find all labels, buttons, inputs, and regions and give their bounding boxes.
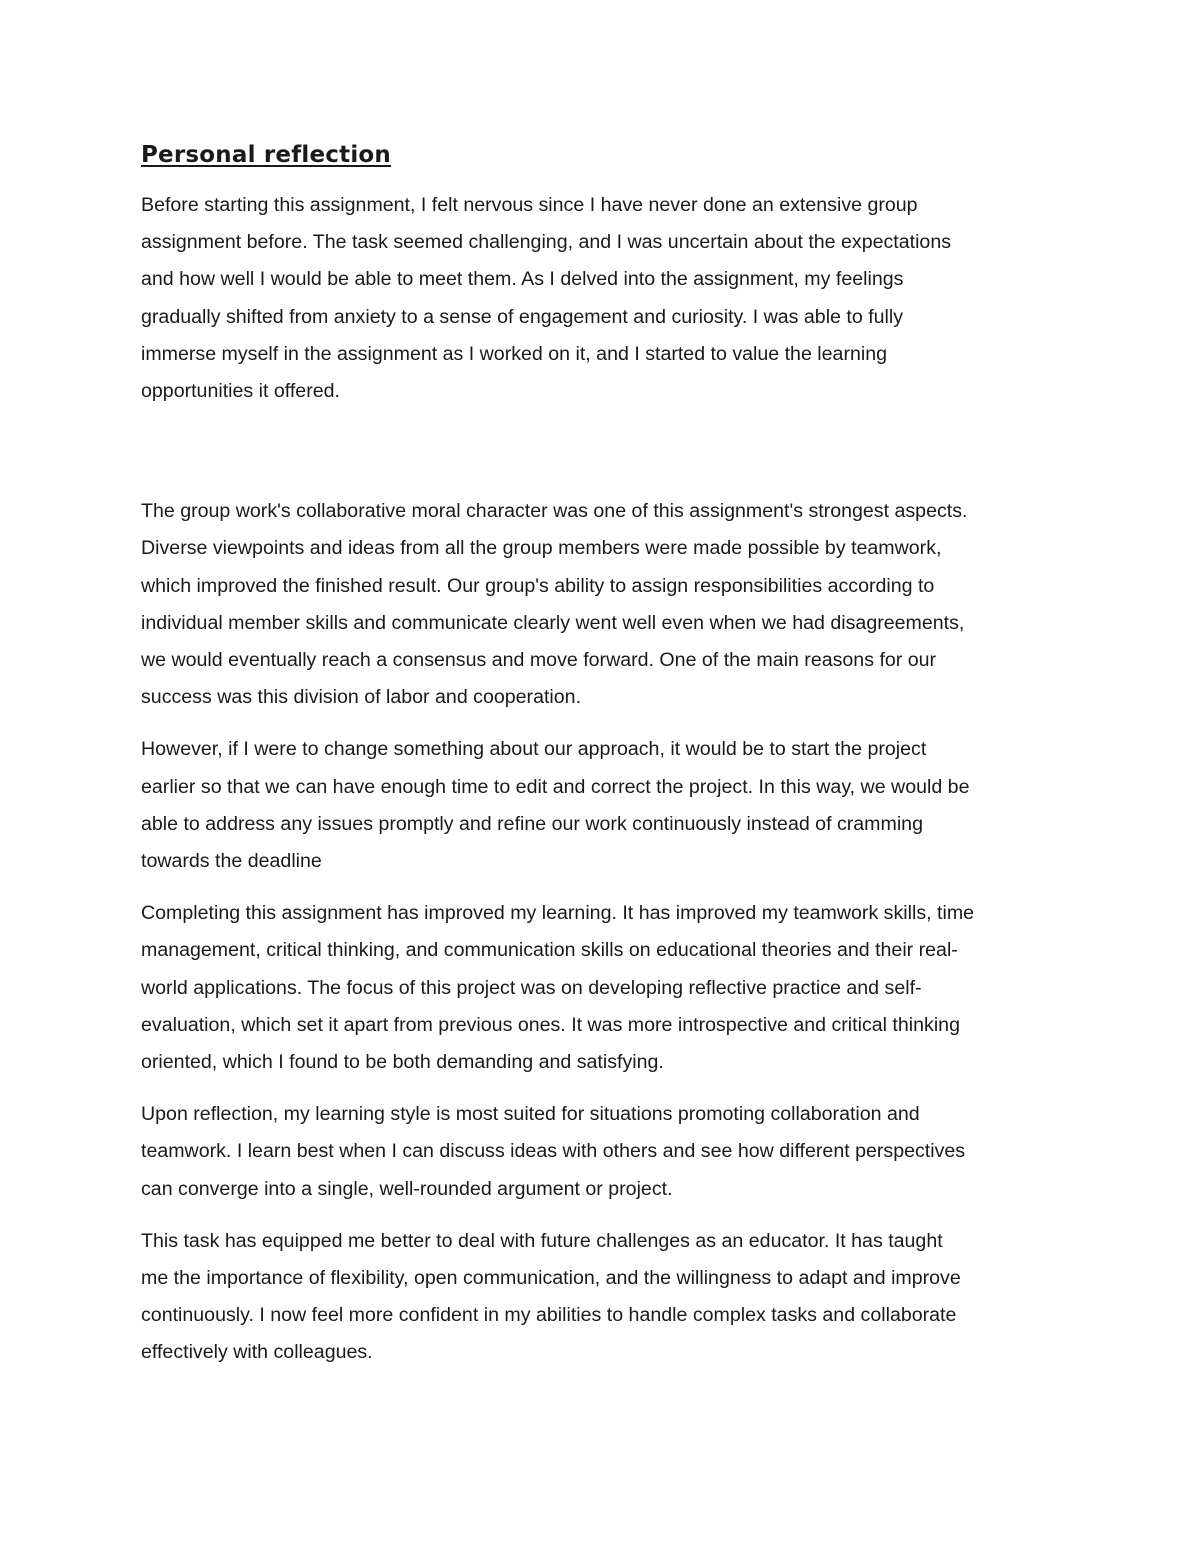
- text-line: However, if I were to change something about our approach, it would be to start the project: [141, 738, 927, 761]
- text-line: opportunities it offered.: [141, 380, 340, 403]
- text-line: can converge into a single, well-rounded argument or project.: [141, 1177, 673, 1200]
- text-line: immerse myself in the assignment as I worked on it, and I started to value the learning: [141, 342, 888, 365]
- paragraph-initial-feelings: [141, 187, 1066, 410]
- text-line: evaluation, which set it apart from previous ones. It was more introspective and critical thinking: [141, 1013, 960, 1036]
- text-line: The group work's collaborative moral character was one of this assignment's strongest aspects.: [141, 500, 968, 523]
- blank-space: [141, 425, 1066, 493]
- text-line: and how well I would be able to meet them. As I delved into the assignment, my feelings: [141, 268, 904, 291]
- text-line: assignment before. The task seemed challenging, and I was uncertain about the expectations: [141, 231, 952, 254]
- text-line: me the importance of flexibility, open communication, and the willingness to adapt and improve: [141, 1267, 961, 1290]
- text-line: earlier so that we can have enough time to edit and correct the project. In this way, we would be: [141, 775, 970, 798]
- text-line: Before starting this assignment, I felt nervous since I have never done an extensive group: [141, 194, 918, 216]
- paragraph-learning: [141, 895, 1066, 1081]
- text-line: This task has equipped me better to deal with future challenges as an educator. It has taught: [141, 1229, 943, 1252]
- document-body: [141, 140, 1066, 1387]
- text-line: gradually shifted from anxiety to a sense of engagement and curiosity. I was able to fully: [141, 305, 904, 328]
- text-line: effectively with colleagues.: [141, 1341, 373, 1364]
- text-line: which improved the finished result. Our group's ability to assign responsibilities according to: [141, 574, 935, 597]
- paragraph-collaboration: [141, 493, 1066, 716]
- text-line: world applications. The focus of this project was on developing reflective practice and self-: [141, 976, 922, 999]
- text-line: success was this division of labor and cooperation.: [141, 686, 582, 709]
- text-line: management, critical thinking, and communication skills on educational theories and their real-: [141, 939, 958, 962]
- text-line: we would eventually reach a consensus and move forward. One of the main reasons for our: [141, 649, 937, 672]
- paragraph-approach-change: [141, 731, 1066, 880]
- paragraph-future-challenges: [141, 1223, 1066, 1372]
- text-line: towards the deadline: [141, 850, 322, 873]
- text-line: Diverse viewpoints and ideas from all the group members were made possible by teamwork,: [141, 537, 942, 560]
- text-line: able to address any issues promptly and refine our work continuously instead of cramming: [141, 812, 923, 835]
- text-line: oriented, which I found to be both demanding and satisfying.: [141, 1051, 664, 1074]
- paragraph-learning-style: [141, 1096, 1066, 1208]
- text-line: teamwork. I learn best when I can discuss ideas with others and see how different perspectives: [141, 1140, 966, 1163]
- text-line: Completing this assignment has improved my learning. It has improved my teamwork skills, time: [141, 902, 975, 925]
- text-line: continuously. I now feel more confident in my abilities to handle complex tasks and collaborate: [141, 1304, 957, 1327]
- page-title: Personal reflection: [141, 142, 391, 168]
- text-line: Upon reflection, my learning style is most suited for situations promoting collaboration and: [141, 1103, 920, 1126]
- text-line: individual member skills and communicate clearly went well even when we had disagreements,: [141, 611, 965, 634]
